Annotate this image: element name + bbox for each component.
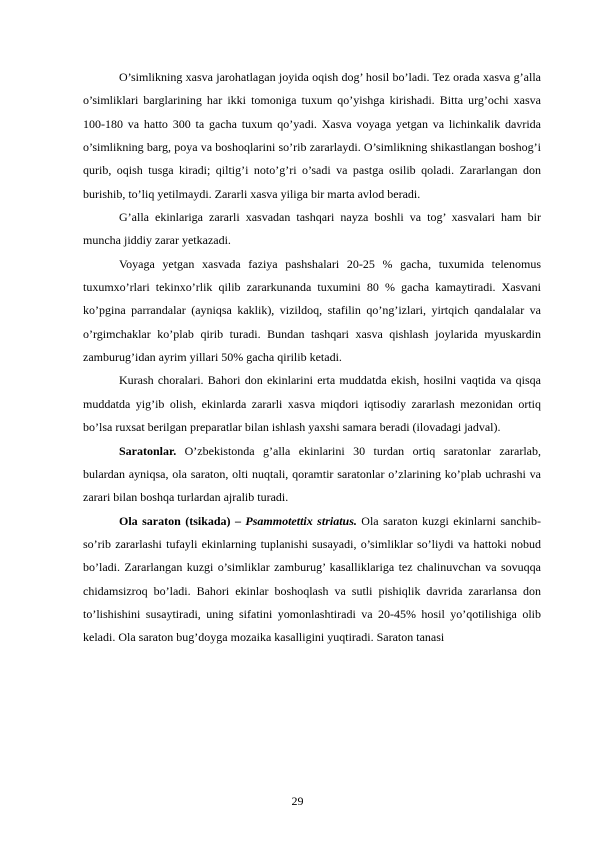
paragraph-natural-enemies bbox=[83, 253, 541, 370]
paragraph-ola-saraton bbox=[83, 510, 541, 650]
paragraph-text: Voyaga yetgan xasvada faziya pashshalari 20-25 % gacha, tuxumida telenomus tuxumxo’rlari tekinxo’rlik qilib zararkunanda tuxumini 80 % gacha kamaytiradi. Xasvani ko’pgina parrandalar (ayniqsa kaklik), vizildoq, stafilin qo’ng’izlari, yirtqich qandalalar va o’rgimchaklar ko’plab qirib turadi. Bundan tashqari xasva qishlash joylarida myuskardin zamburug’idan ayrim yillari 50% gacha qirilib ketadi. bbox=[83, 256, 541, 365]
paragraph-control-measures bbox=[83, 369, 541, 439]
paragraph-text: Kurash choralari. Bahori don ekinlarini erta muddatda ekish, hosilni vaqtida va qisqa muddatda yig’ib olish, ekinlarda zararli xasva miqdori iqtisodiy zararlash mezonidan ortiq bo’lsa ruxsat berilgan preparatlar bilan ishlash yaxshi samara beradi (ilovadagi jadval). bbox=[83, 373, 541, 435]
paragraph-saratonlar bbox=[83, 440, 541, 510]
section-heading-saratonlar: Saratonlar. bbox=[119, 443, 177, 458]
paragraph-text: O’simlikning xasva jarohatlagan joyida oqish dog’ hosil bo’ladi. Tez orada xasva g’alla o’simliklari barglarining har ikki tomoniga tuxum qo’yishga kirishadi. Bitta urg’ochi xasva 100-180 va hatto 300 ta gacha tuxum qo’yadi. Xasva voyaga yetgan va lichinkalik davrida o’simlikning barg, poya va boshoqlarini so’rib zararlaydi. O’simlikning shikastlangan boshog’i qurib, oqish tusga kiradi; qiltig’i noto’g’ri o’sadi va pastga osilib qoladi. Zararlangan don burishib, to’liq yetilmaydi. Zararli xasva yiliga bir marta avlod beradi. bbox=[83, 70, 541, 201]
paragraph-other-bugs bbox=[83, 206, 541, 253]
paragraph-text: Ola saraton kuzgi ekinlarni sanchib-so’rib zararlashi tufayli ekinlarning tuplanishi susayadi, o’simliklar so’liydi va hattoki nobud bo’ladi. Zararlangan kuzgi o’simliklar zamburug’ kasalliklariga tez chalinuvchan va sovuqqa chidamsizroq bo’ladi. Bahori ekinlar boshoqlash va sutli pishiqlik davrida zararlansa don to’lishishini susaytiradi, uning sifatini yomonlashtiradi va 20-45% hosil yo’qotilishiga olib keladi. Ola saraton bug’doyga mozaika kasalligini yuqtiradi. Saraton tanasi bbox=[83, 513, 541, 645]
page-number: 29 bbox=[291, 794, 304, 808]
document-page bbox=[83, 66, 541, 650]
species-name: Psammotettix striatus. bbox=[245, 513, 357, 528]
section-heading-ola-saraton: Ola saraton (tsikada) – bbox=[119, 513, 241, 528]
paragraph-text: O’zbekistonda g’alla ekinlarini 30 turdan ortiq saratonlar zararlab, bulardan ayniqsa, ola saraton, olti nuqtali, qoramtir saratonlar o’zlarining ko’plab uchrashi va zarari bilan boshqa turlardan ajralib turadi. bbox=[83, 443, 541, 505]
paragraph-text: G’alla ekinlariga zararli xasvadan tashqari nayza boshli va tog’ xasvalari ham bir muncha jiddiy zarar yetkazadi. bbox=[83, 210, 541, 248]
paragraph-xasva-damage bbox=[83, 66, 541, 206]
